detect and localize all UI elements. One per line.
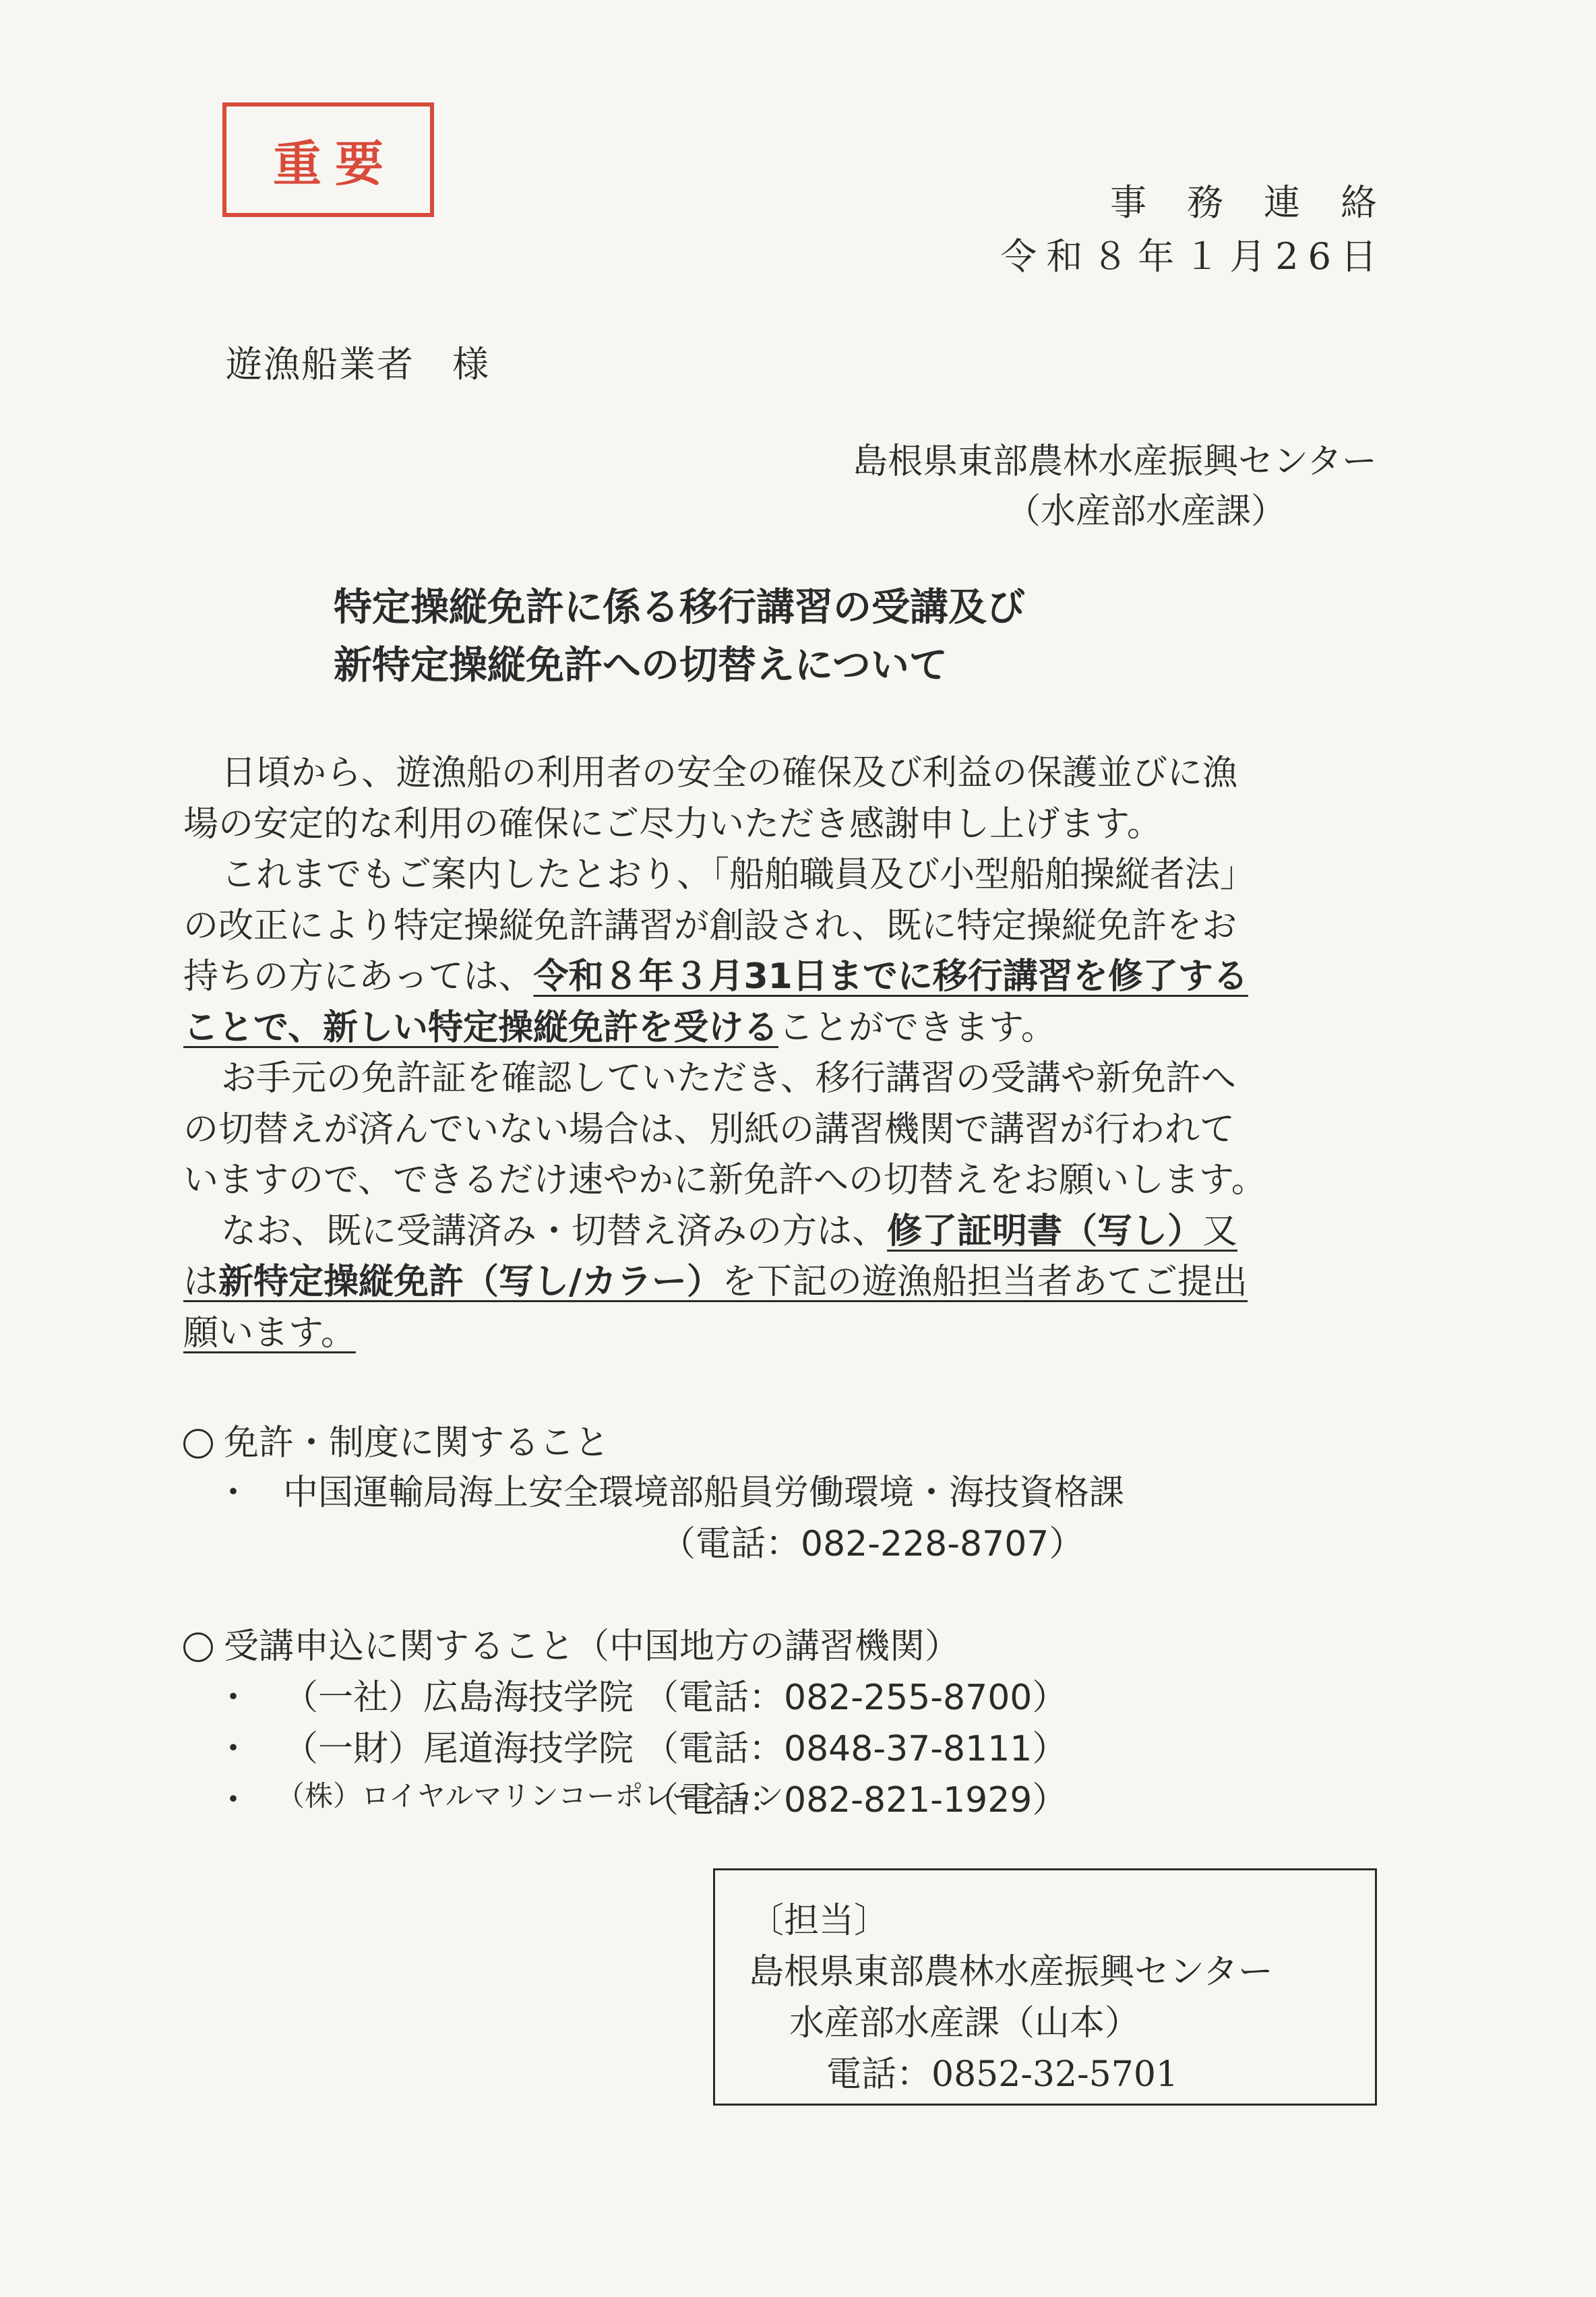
body-line: の切替えが済んでいない場合は、別紙の講習機関で講習が行われて bbox=[183, 1109, 1235, 1150]
section-course-heading-text: 受講申込に関すること（中国地方の講習機関） bbox=[224, 1626, 960, 1667]
contact-label: 〔担当〕 bbox=[749, 1901, 890, 1941]
addressee: 遊漁船業者 様 bbox=[226, 343, 490, 386]
body-text-span: 持ちの方にあっては、 bbox=[183, 956, 534, 997]
transport-bureau-phone: （電話：082-228-8707） bbox=[661, 1524, 1084, 1564]
contact-box bbox=[713, 1868, 1377, 2106]
body-text-span: ことができます。 bbox=[778, 1007, 1056, 1048]
body-line bbox=[183, 1308, 1380, 1359]
stamp-label: 重要 bbox=[272, 135, 397, 192]
certificate-emphasis: 修了証明書（写し） bbox=[887, 1211, 1203, 1252]
title-line-1: 特定操縦免許に係る移行講習の受講及び bbox=[334, 585, 1025, 630]
important-stamp bbox=[222, 102, 434, 217]
body-line: これまでもご案内したとおり、「船舶職員及び小型船舶操縦者法」 bbox=[221, 855, 1256, 895]
body-line bbox=[183, 1206, 1380, 1258]
bullet-icon: ・ bbox=[216, 1678, 251, 1718]
body-text bbox=[183, 748, 1380, 1359]
bullet-icon: ・ bbox=[216, 1473, 251, 1513]
section-course-heading bbox=[183, 1618, 960, 1668]
contact-phone: 電話：0852-32-5701 bbox=[826, 2054, 1178, 2095]
title-line-2: 新特定操縦免許への切替えについて bbox=[334, 643, 948, 687]
sender-organization: 島根県東部農林水産振興センター bbox=[853, 441, 1377, 482]
body-text-span: は bbox=[183, 1262, 219, 1302]
body-line bbox=[183, 1257, 1380, 1308]
school-name: （一財）尾道海技学院 bbox=[283, 1729, 634, 1769]
body-line bbox=[183, 952, 1380, 1003]
school-phone: （電話：082-255-8700） bbox=[644, 1678, 1068, 1718]
body-line: いますので、できるだけ速やかに新免許への切替えをお願いします。 bbox=[183, 1160, 1266, 1200]
body-line: お手元の免許証を確認していただき、移行講習の受講や新免許へ bbox=[221, 1058, 1236, 1099]
body-line: の改正により特定操縦免許講習が創設され、既に特定操縦免許をお bbox=[183, 905, 1237, 946]
body-line: 場の安定的な利用の確保にご尽力いただき感謝申し上げます。 bbox=[183, 803, 1162, 845]
sender-department: （水産部水産課） bbox=[1005, 491, 1286, 532]
school-phone: （電話：082-821-1929） bbox=[644, 1780, 1068, 1820]
section-license-heading bbox=[183, 1414, 609, 1465]
school-name: （一社）広島海技学院 bbox=[283, 1678, 634, 1718]
transport-bureau-name: 中国運輸局海上安全環境部船員労働環境・海技資格課 bbox=[283, 1473, 1125, 1513]
contact-department: 水産部水産課（山本） bbox=[789, 2003, 1140, 2044]
circle-bullet-icon bbox=[183, 1632, 213, 1662]
body-text-span: 願います。 bbox=[183, 1312, 356, 1353]
license-emphasis: 新特定操縦免許（写し/カラー） bbox=[218, 1262, 723, 1302]
document-type: 事務連絡 bbox=[1110, 181, 1417, 224]
deadline-emphasis: 令和８年３月31日までに移行講習を修了する bbox=[533, 956, 1248, 997]
school-name: （株）ロイヤルマリンコーポレーション bbox=[276, 1779, 784, 1812]
deadline-emphasis-cont: ことで、新しい特定操縦免許を受ける bbox=[183, 1007, 778, 1048]
document-date: 令和８年１月26日 bbox=[1000, 235, 1386, 278]
section-license-heading-text: 免許・制度に関すること bbox=[224, 1423, 610, 1463]
bullet-icon: ・ bbox=[216, 1729, 251, 1769]
contact-organization: 島根県東部農林水産振興センター bbox=[749, 1952, 1273, 1992]
school-phone: （電話：0848-37-8111） bbox=[644, 1729, 1068, 1769]
body-text-span: なお、既に受講済み・切替え済みの方は、 bbox=[221, 1211, 888, 1252]
document-title bbox=[334, 578, 1025, 694]
circle-bullet-icon bbox=[183, 1429, 213, 1459]
body-text-span: 又 bbox=[1202, 1211, 1238, 1252]
bullet-icon: ・ bbox=[216, 1780, 251, 1820]
body-text-span: を下記の遊漁船担当者あてご提出 bbox=[722, 1262, 1248, 1302]
body-line bbox=[183, 1003, 1380, 1054]
body-line: 日頃から、遊漁船の利用者の安全の確保及び利益の保護並びに漁 bbox=[221, 753, 1238, 793]
